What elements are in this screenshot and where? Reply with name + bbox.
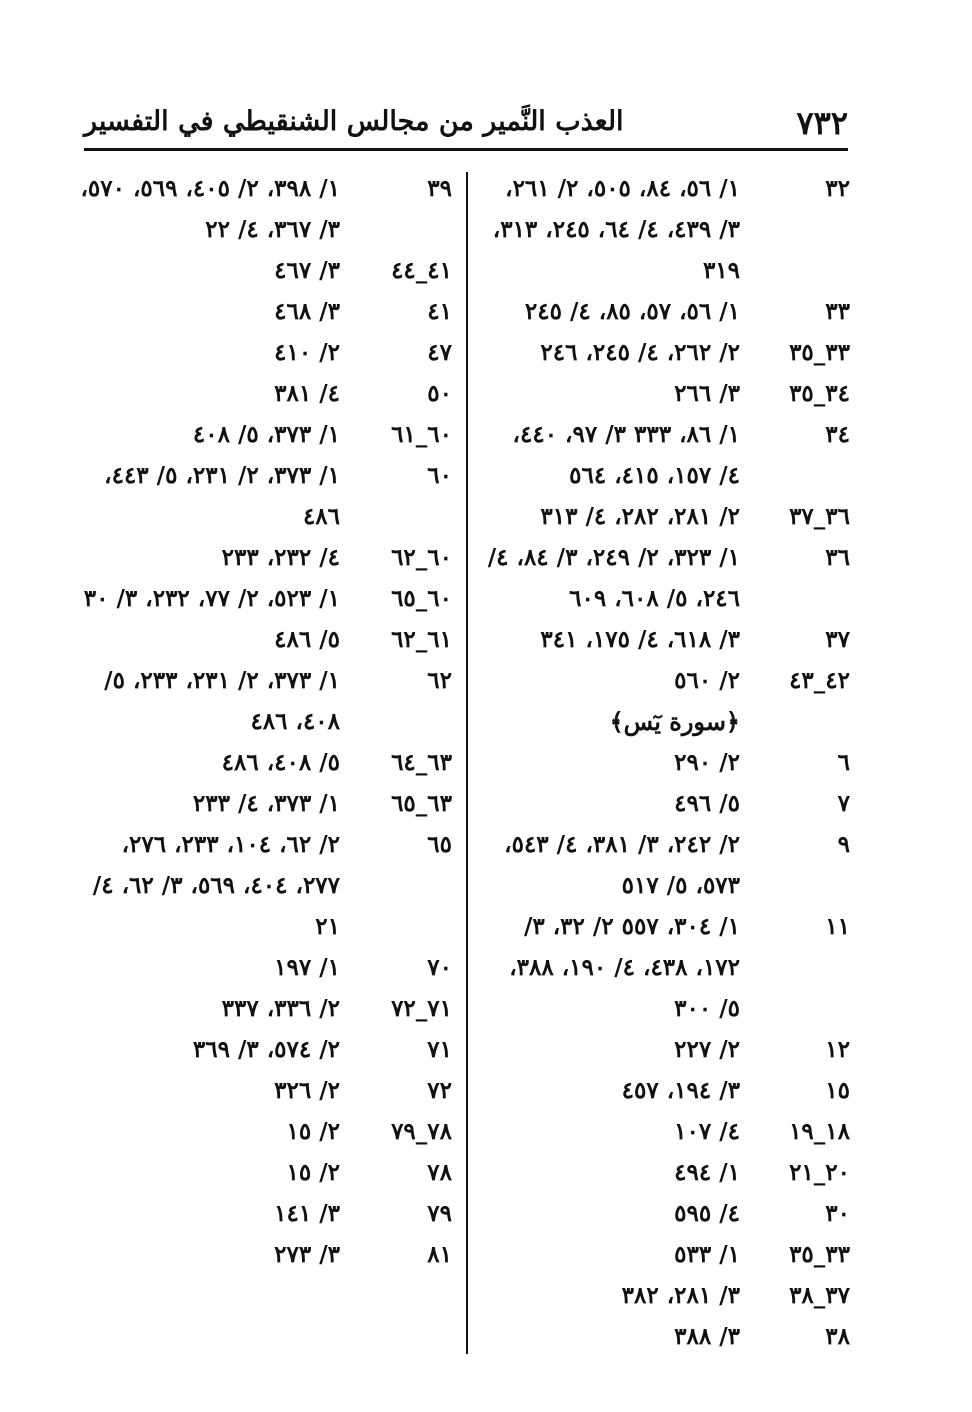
index-column-left: [80, 168, 452, 1275]
verse-number: ٣٩: [427, 175, 452, 202]
index-entry-row: [80, 455, 452, 537]
verse-number: ٧٨: [427, 1159, 452, 1186]
verse-number: ٣٧: [825, 626, 850, 653]
verse-number: ٤٢_٤٣: [789, 667, 850, 694]
page-references: ١/ ٨٦، ٣٣٣ ٣/ ٩٧، ٤٤٠، ٤/ ١٥٧، ٤١٥، ٥٦٤: [512, 421, 740, 489]
index-entry-row: [486, 660, 850, 701]
verse-number: ٣٨: [825, 1323, 850, 1350]
verse-number: ٣٦: [825, 544, 850, 571]
verse-number: ٣٣_٣٥: [789, 339, 850, 366]
verse-number: ٣٦_٣٧: [789, 503, 850, 530]
index-entry-row: [486, 373, 850, 414]
verse-number: ٣٣_٣٥: [789, 1241, 850, 1268]
index-entry-row: [486, 168, 850, 291]
page-references: ٢/ ٢٤٢، ٣/ ٣٨١، ٤/ ٥٤٣، ٥٧٣، ٥/ ٥١٧: [504, 831, 740, 899]
page-references: ١/ ٥٣٣: [674, 1241, 740, 1268]
verse-number: ٣٣: [825, 298, 850, 325]
index-entry-row: [486, 291, 850, 332]
page-references: ٢/ ٣٢٦: [274, 1077, 340, 1104]
page-references: ١/ ٣٢٣، ٢/ ٢٤٩، ٣/ ٨٤، ٤/ ٢٤٦، ٥/ ٦٠٨، ٦٠٩: [487, 544, 740, 612]
page-references: ١/ ٣٠٤، ٥٥٧ ٢/ ٣٢، ٣/ ١٧٢، ٤٣٨، ٤/ ١٩٠، ٣٨٨، ٥/ ٣٠٠: [509, 913, 740, 1022]
page-references: ١/ ٤٩٤: [674, 1159, 740, 1186]
page-references: ١/ ٣٩٨، ٢/ ٤٠٥، ٥٦٩، ٥٧٠، ٣/ ٣٦٧، ٤/ ٢٢: [80, 175, 340, 243]
page-references: ٢/ ١٥: [286, 1159, 340, 1186]
page-references: ١/ ٣٧٣، ٤/ ٢٣٣: [192, 790, 340, 817]
page-references: ٣/ ٢٧٣: [274, 1241, 340, 1268]
page-references: ١/ ٥٢٣، ٢/ ٧٧، ٢٣٢، ٣/ ٣٠: [83, 585, 340, 612]
verse-number: ١٥: [825, 1077, 850, 1104]
index-entry-row: [80, 250, 452, 291]
index-entry-row: [80, 824, 452, 947]
verse-number: ١١: [825, 913, 850, 940]
page-references: ١/ ٣٧٣، ٥/ ٤٠٨: [192, 421, 340, 448]
index-entry-row: [80, 988, 452, 1029]
page-references: ٢/ ٢٦٢، ٤/ ٢٤٥، ٢٤٦: [540, 339, 740, 366]
page-references: ٤/ ٥٩٥: [674, 1200, 740, 1227]
index-entry-row: [486, 1070, 850, 1111]
verse-number: ٦٠_٦٢: [391, 544, 452, 571]
index-entry-row: [80, 168, 452, 250]
verse-number: ٤١_٤٤: [391, 257, 452, 284]
verse-number: ٣٤: [825, 421, 850, 448]
verse-number: ٧١: [427, 1036, 452, 1063]
verse-number: ٧٢: [427, 1077, 452, 1104]
surah-heading-row: [486, 701, 850, 742]
verse-number: ٣٠: [825, 1200, 850, 1227]
index-entry-row: [80, 1070, 452, 1111]
verse-number: ٦٠: [427, 462, 452, 489]
index-entry-row: [486, 1234, 850, 1275]
page-references: ٢/ ٢٨١، ٢٨٢، ٤/ ٣١٣: [540, 503, 740, 530]
index-entry-row: [80, 742, 452, 783]
surah-title: ﴿سورة يٓس﴾: [609, 707, 740, 736]
index-entry-row: [80, 1152, 452, 1193]
page-references: ٢/ ٦٢، ١٠٤، ٢٣٣، ٢٧٦، ٢٧٧، ٤٠٤، ٥٦٩، ٣/ ٦٢، ٤/ ٢١: [92, 831, 340, 940]
index-entry-row: [486, 619, 850, 660]
page-references: ٣/ ٣٨٨: [674, 1323, 740, 1350]
verse-number: ٤٧: [427, 339, 452, 366]
page-references: ٣/ ٤٦٨: [274, 298, 340, 325]
verse-number: ٧٩: [427, 1200, 452, 1227]
verse-number: ٩: [837, 831, 850, 858]
page-references: ٣/ ١٤١: [274, 1200, 340, 1227]
page-references: ٤/ ٢٣٢، ٢٣٣: [221, 544, 340, 571]
verse-number: ٨١: [427, 1241, 452, 1268]
page-references: ٢/ ٢٩٠: [674, 749, 740, 776]
page-references: ٢/ ٢٢٧: [674, 1036, 740, 1063]
page-references: ١/ ١٩٧: [274, 954, 340, 981]
verse-number: ٣٤_٣٥: [789, 380, 850, 407]
verse-number: ٣٢: [825, 175, 850, 202]
page-references: ٣/ ١٩٤، ٤٥٧: [621, 1077, 740, 1104]
verse-number: ٤١: [427, 298, 452, 325]
page-references: ٤/ ٣٨١: [274, 380, 340, 407]
page-references: ١/ ٣٧٣، ٢/ ٢٣١، ٥/ ٤٤٣، ٤٨٦: [104, 462, 340, 530]
page-references: ٣/ ٢٦٦: [674, 380, 740, 407]
page-references: ٢/ ٣٣٦، ٣٣٧: [221, 995, 340, 1022]
column-divider: [466, 172, 468, 1354]
index-entry-row: [80, 783, 452, 824]
index-entry-row: [486, 906, 850, 1029]
index-column-right: [486, 168, 850, 1357]
verse-number: ٧٠: [427, 954, 452, 981]
page-references: ٥/ ٤٠٨، ٤٨٦: [221, 749, 340, 776]
index-entry-row: [486, 496, 850, 537]
index-entry-row: [80, 332, 452, 373]
page-references: ١/ ٣٧٣، ٢/ ٢٣١، ٢٣٣، ٥/ ٤٠٨، ٤٨٦: [104, 667, 340, 735]
index-entry-row: [80, 1234, 452, 1275]
verse-number: ٦١_٦٢: [391, 626, 452, 653]
verse-number: ١٢: [825, 1036, 850, 1063]
index-entry-row: [486, 1275, 850, 1316]
page-references: ٥/ ٤٨٦: [274, 626, 340, 653]
index-entry-row: [80, 578, 452, 619]
verse-number: ٦٥: [427, 831, 452, 858]
verse-number: ٦٣_٦٤: [391, 749, 452, 776]
page-number: ٧٣٢: [796, 104, 848, 142]
verse-number: ١٨_١٩: [789, 1118, 850, 1145]
index-entry-row: [80, 537, 452, 578]
index-entry-row: [80, 1029, 452, 1070]
page-references: ١/ ٥٦، ٨٤، ٥٠٥، ٢/ ٢٦١، ٣/ ٤٣٩، ٤/ ٦٤، ٢٤٥، ٣١٣، ٣١٩: [492, 175, 740, 284]
verse-number: ٣٧_٣٨: [789, 1282, 850, 1309]
index-entry-row: [486, 1029, 850, 1070]
page-references: ٣/ ٦١٨، ٤/ ١٧٥، ٣٤١: [540, 626, 740, 653]
page-references: ٢/ ٥٧٤، ٣/ ٣٦٩: [192, 1036, 340, 1063]
verse-number: ٦٣_٦٥: [391, 790, 452, 817]
verse-number: ٦٢: [427, 667, 452, 694]
index-entry-row: [80, 373, 452, 414]
index-entry-row: [80, 1193, 452, 1234]
verse-number: ٦٠_٦٥: [391, 585, 452, 612]
page-header: [84, 102, 848, 151]
page-references: ٢/ ١٥: [286, 1118, 340, 1145]
index-entry-row: [80, 291, 452, 332]
index-entry-row: [486, 824, 850, 906]
page-references: ٢/ ٤١٠: [274, 339, 340, 366]
index-entry-row: [80, 660, 452, 742]
page-references: ٢/ ٥٦٠: [674, 667, 740, 694]
index-entry-row: [486, 537, 850, 619]
verse-number: ٧: [837, 790, 850, 817]
index-entry-row: [486, 332, 850, 373]
index-entry-row: [486, 1316, 850, 1357]
index-entry-row: [486, 414, 850, 496]
verse-number: ٧٨_٧٩: [391, 1118, 452, 1145]
index-entry-row: [80, 947, 452, 988]
index-entry-row: [486, 1111, 850, 1152]
index-entry-row: [486, 1193, 850, 1234]
verse-number: ٦: [837, 749, 850, 776]
index-entry-row: [80, 414, 452, 455]
index-entry-row: [486, 783, 850, 824]
verse-number: ٦٠_٦١: [391, 421, 452, 448]
verse-number: ٧١_٧٢: [391, 995, 452, 1022]
verse-number: ٢٠_٢١: [789, 1159, 850, 1186]
verse-number: ٥٠: [427, 380, 452, 407]
page-references: ٣/ ٢٨١، ٣٨٢: [621, 1282, 740, 1309]
page-references: ٣/ ٤٦٧: [274, 257, 340, 284]
index-entry-row: [486, 742, 850, 783]
page-references: ١/ ٥٦، ٥٧، ٨٥، ٤/ ٢٤٥: [524, 298, 740, 325]
index-entry-row: [486, 1152, 850, 1193]
book-title: العذب النَّمير من مجالس الشنقيطي في التفسير: [84, 106, 624, 137]
index-entry-row: [80, 619, 452, 660]
page-references: ٤/ ١٠٧: [674, 1118, 740, 1145]
page-references: ٥/ ٤٩٦: [674, 790, 740, 817]
index-entry-row: [80, 1111, 452, 1152]
